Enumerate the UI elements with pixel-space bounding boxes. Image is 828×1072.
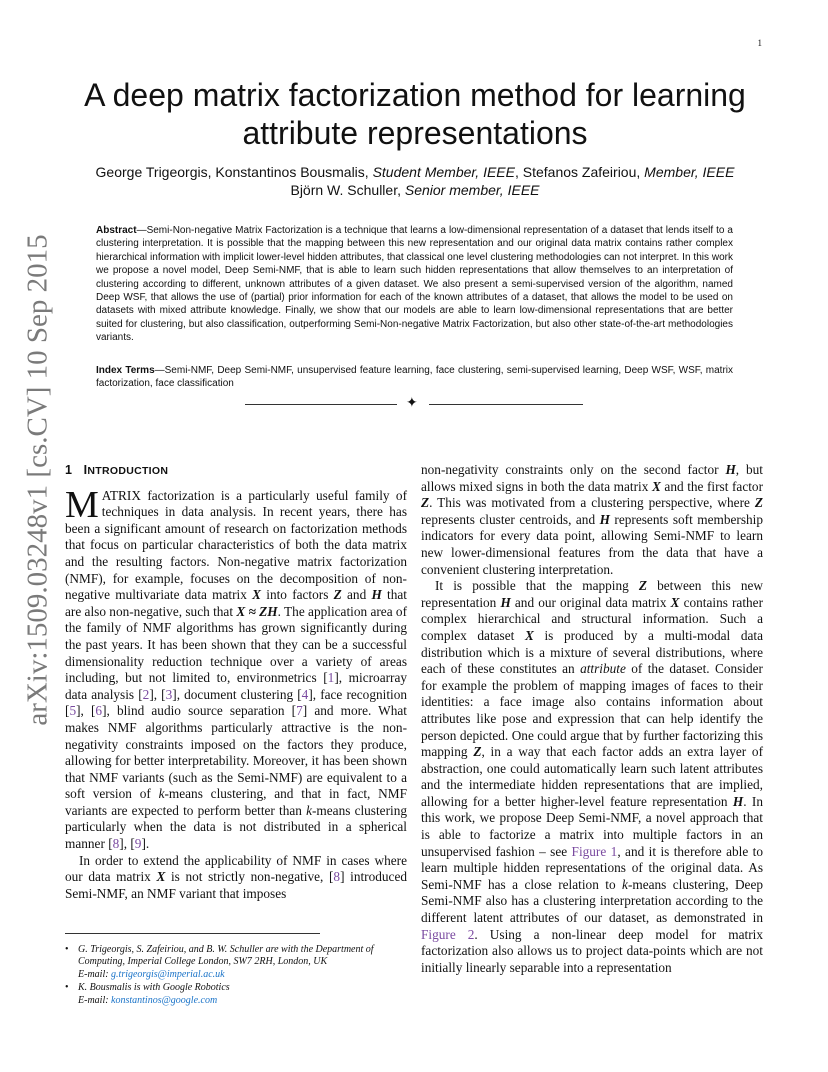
citation-link[interactable]: 4: [301, 686, 309, 702]
section-title-rest: NTRODUCTION: [87, 465, 169, 477]
text-run: ], face recognition [: [65, 686, 408, 719]
math-z: Z: [473, 744, 482, 760]
footnote-text: K. Bousmalis is with Google Robotics: [78, 982, 230, 994]
text-run: is not strictly non-negative, [: [165, 869, 334, 885]
text-run: into factors: [261, 587, 334, 603]
text-run: In order to extend the applicability of NMF in cases where our data matrix: [65, 852, 407, 885]
abstract-text: —Semi-Non-negative Matrix Factorization is a technique that learns a low-dimensional representation of a dataset that lends itself to a clustering interpretation. It is possible that the mapping between this new representation and our original data matrix contains rather complex hierarchical information with implicit lower-level hidden attributes, that classical one level clustering methodologies can not interpret. In this work we propose a novel model, Deep Semi-NMF, that is able to learn such hidden representations that allow themselves to an interpretation of clustering according to different, unknown attributes of a given dataset. We also present a semi-supervised version of the algorithm, named Deep WSF, that allows the use of (partial) prior information for each of the known attributes of a dataset, that allows the model to be used on datasets with mixed attribute knowledge. Finally, we show that our models are able to learn low-dimensional representations that are better suited for clustering, but also classification, outperforming Semi-Non-negative Matrix Factorization, but also other state-of-the-art methodologies variants.: [96, 225, 733, 344]
intro-paragraph-1: [65, 483, 408, 853]
citation-link[interactable]: 6: [95, 703, 103, 719]
math-h: H: [599, 511, 610, 527]
separator-ornament-icon: ✦: [406, 396, 418, 411]
figure-2-link[interactable]: Figure 2: [421, 926, 475, 942]
math-h: H: [371, 587, 382, 603]
math-z: Z: [421, 495, 430, 511]
math-x: X: [252, 587, 262, 603]
text-run: . Using a non-linear deep model for matrix factorization also allows us to project data-points which are not initially linearly separable into a representation: [421, 926, 763, 975]
text-run: , but allows mixed signs in both the data matrix: [421, 462, 763, 494]
drop-cap: M: [65, 483, 99, 526]
email-label: E-mail:: [78, 994, 112, 1006]
text-run: and: [341, 587, 372, 603]
text-run: and our original data matrix: [510, 594, 671, 610]
author-list: [60, 163, 770, 199]
footnote-text: G. Trigeorgis, S. Zafeiriou, and B. W. Schuller are with the Department of Computing, Imperial College London, SW7 2RH, London, UK: [78, 944, 374, 968]
page-number: 1: [757, 38, 762, 48]
footnote-rule: [65, 933, 320, 934]
abstract: [96, 224, 733, 345]
citation-link[interactable]: 1: [327, 670, 335, 686]
text-run: ] and more. What makes NMF algorithms particularly attractive is the non-negativity constraints imposed on the factors they produce, allowing for better interpretability. Moreover, it has been shown that NMF variants (such as the Semi-NMF) are equivalent to a soft version of: [65, 703, 407, 802]
text-run: between this new representation: [421, 578, 763, 610]
email-link[interactable]: g.trigeorgis@imperial.ac.uk: [111, 968, 225, 980]
math-x: X: [156, 869, 166, 885]
author-membership-b: Member, IEEE: [644, 164, 735, 180]
section-number: 1: [65, 463, 73, 477]
text-run: ], [: [149, 686, 166, 702]
arxiv-stamp: arXiv:1509.03248v1 [cs.CV] 10 Sep 2015: [21, 234, 54, 726]
intro-paragraph-2: [65, 853, 407, 903]
math-z: Z: [333, 587, 342, 603]
author-names-a: George Trigeorgis, Konstantinos Bousmalis,: [95, 164, 373, 180]
text-run: is produced by a multi-modal data distribution which is a mixture of several distributions, where each of these constitutes an: [421, 627, 763, 677]
math-x: X: [670, 594, 680, 610]
math-equation: X ≈ ZH: [236, 603, 278, 619]
text-run: ] introduced Semi-NMF, an NMF variant that imposes: [65, 869, 407, 901]
text-run: . In this work, we propose Deep Semi-NMF, a novel approach that is able to factorize a matrix into multiple factors in an unsupervised fashion – see: [421, 793, 763, 859]
text-run: represents soft membership indicators for every data point, allowing Semi-NMF to learn new lower-dimensional features from the data that have a convenient clustering interpretation.: [421, 511, 763, 577]
author-line-1: [60, 163, 770, 181]
author-membership-a: Student Member, IEEE: [372, 164, 515, 180]
text-run: that are also non-negative, such that: [65, 587, 408, 619]
footnote-affiliation-1: [65, 944, 407, 981]
text-run: represents cluster centroids, and: [421, 511, 600, 527]
author-names-c: Björn W. Schuller,: [290, 182, 405, 198]
math-x: X: [524, 627, 534, 643]
figure-1-link[interactable]: Figure 1: [571, 843, 618, 859]
math-h: H: [725, 462, 736, 477]
text-run: ], microarray data analysis [: [65, 670, 408, 702]
math-x: X: [651, 478, 661, 494]
citation-link[interactable]: 3: [165, 686, 173, 702]
text-run: ], [: [119, 836, 135, 852]
small-caps-word: ATRIX: [101, 487, 141, 503]
footnotes: [65, 944, 407, 1008]
math-k: k: [622, 876, 628, 892]
text-run: . This was motivated from a clustering perspective, where: [429, 495, 755, 511]
text-run: and the first factor: [660, 478, 764, 494]
text-run: -means clustering, and that in fact, NMF variants are expected to perform better than: [65, 786, 408, 818]
bullet-icon: •: [65, 982, 69, 994]
math-h: H: [500, 594, 511, 610]
index-terms-label: Index Terms: [96, 365, 155, 376]
section-title-initial: I: [83, 463, 88, 477]
text-run: ], blind audio source separation [: [102, 703, 297, 719]
citation-link[interactable]: 5: [69, 703, 77, 719]
index-terms: [96, 364, 733, 391]
right-column: [421, 462, 763, 976]
text-run: non-negativity constraints only on the second factor: [421, 462, 726, 477]
author-membership-c: Senior member, IEEE: [404, 182, 540, 198]
separator-rule-left: [245, 404, 397, 405]
footnote-affiliation-2: [65, 982, 407, 1007]
text-run: . The application area of the family of NMF algorithms has grown significantly during the past years. It has been shown that they can be a successful dimensionality reduction technique over a variety of areas including, but not limited to, environmetrics [: [65, 603, 407, 686]
paper-title: A deep matrix factorization method for learning attribute representations: [84, 77, 746, 151]
text-run: ], [: [76, 703, 96, 719]
bullet-icon: •: [65, 944, 69, 955]
email-label: E-mail:: [78, 968, 112, 980]
math-z: Z: [638, 578, 648, 594]
section-heading: [65, 462, 407, 480]
intro-paragraph-4: [421, 578, 763, 976]
separator-rule-right: [429, 404, 583, 405]
index-terms-text: —Semi-NMF, Deep Semi-NMF, unsupervised feature learning, face clustering, semi-supervised learning, Deep WSF, WSF, matrix factorization, face classification: [96, 365, 734, 390]
citation-link[interactable]: 8: [112, 836, 120, 852]
text-run: ], document clustering [: [172, 686, 302, 702]
text-run: contains rather complex hierarchical and structural information. Such a complex dataset: [421, 594, 764, 643]
math-k: k: [306, 802, 312, 818]
text-run: , in a way that each factor adds an extra layer of abstraction, one could automatically learn such latent attributes and the intermediate hidden representations that are implied, allowing for a better higher-level feature representation: [421, 744, 764, 809]
math-z: Z: [754, 495, 763, 511]
author-names-b: , Stefanos Zafeiriou,: [514, 164, 645, 180]
text-run: , and it is therefore able to learn multiple hidden representations of the original data. As Semi-NMF has a close relation to: [421, 843, 763, 892]
text-run: -means clustering particularly when the data is not distributed in a spherical manner [: [65, 802, 408, 852]
math-h: H: [732, 793, 744, 809]
text-run: factorization is a particularly useful family of techniques in data analysis. In recent years, there has been a significant amount of research on factorization methods that focus on particular characteristics of both the data matrix and the resulting factors. Non-negative matrix factorization (NMF), for example, focuses on the decomposition of non-negative multivariate data matrix: [65, 487, 407, 603]
intro-paragraph-3: [421, 462, 763, 578]
citation-link[interactable]: 2: [142, 686, 150, 702]
citation-link[interactable]: 7: [296, 703, 303, 719]
text-run: -means clustering, Deep Semi-NMF also has a clustering interpretation according to the different latent attributes of our dataset, as demonstrated in: [421, 876, 763, 926]
citation-link[interactable]: 9: [134, 836, 142, 852]
text-run: of the dataset. Consider for example the problem of mapping images of faces to their identities: a face image also contains information about attributes like pose and expression that can help identify the person depicted. One could argue that by further factorizing this mapping: [421, 661, 763, 760]
abstract-label: Abstract: [96, 225, 137, 236]
text-run: ].: [141, 836, 150, 852]
text-run: It is possible that the mapping: [435, 578, 639, 594]
citation-link[interactable]: 8: [333, 869, 341, 885]
left-column: [65, 462, 407, 902]
emphasis-attribute: attribute: [580, 661, 626, 677]
math-k: k: [158, 786, 165, 802]
email-link[interactable]: konstantinos@google.com: [111, 994, 218, 1006]
author-line-2: [60, 181, 770, 199]
